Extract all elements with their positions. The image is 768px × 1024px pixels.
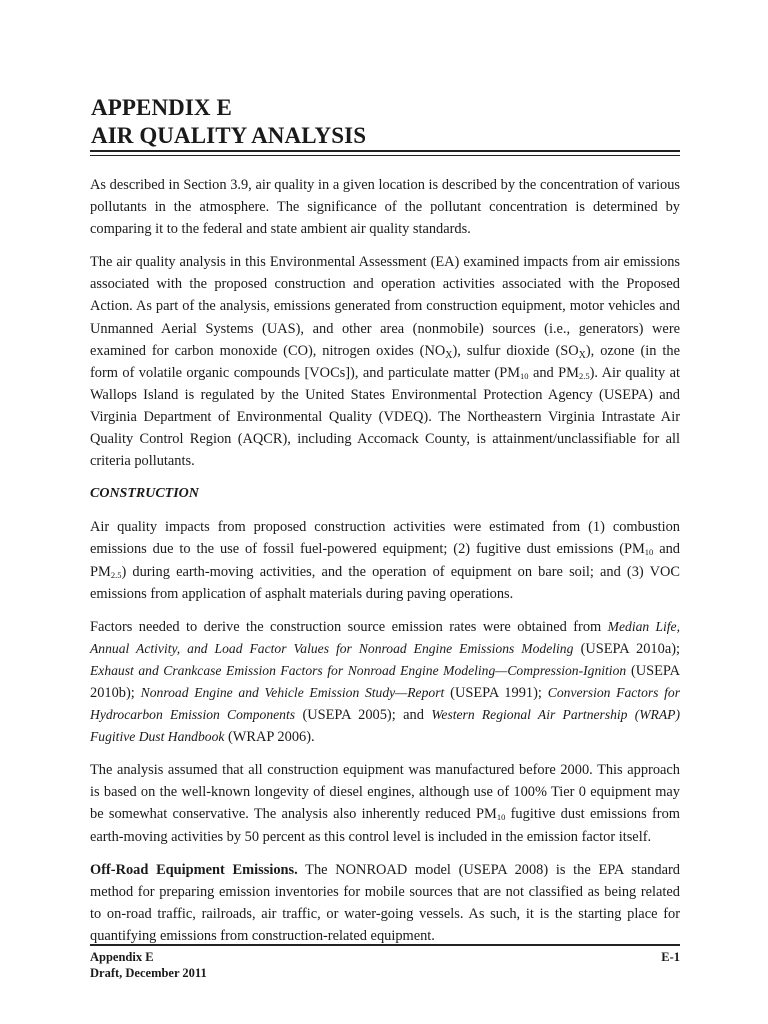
subscript: 2.5 bbox=[578, 370, 590, 381]
appendix-heading bbox=[91, 94, 366, 150]
page-footer bbox=[90, 944, 680, 981]
paragraph-construction-impacts: Air quality impacts from proposed construction activities were estimated from (1) combustion emissions due to the use of fossil fuel-powered equipment; (2) fugitive dust emissions ($PM_{10}$ and $PM_{2.5}$) during earth-moving activities, and the operation of equipment on bare soil; and (3) VOC emissions from application of asphalt materials during paving operations. bbox=[90, 519, 680, 602]
appendix-label: APPENDIX E bbox=[91, 95, 232, 120]
body-text bbox=[90, 174, 680, 958]
page-number: E-1 bbox=[661, 950, 680, 964]
section-heading-construction: CONSTRUCTION bbox=[90, 486, 199, 502]
subscript: 10 bbox=[644, 547, 654, 558]
footer-document-label: Appendix E bbox=[90, 950, 154, 964]
header-rule-thin bbox=[90, 155, 680, 156]
citation-title: Median Life, Annual Activity, and Load Factor Values for Nonroad Engine Emissions Modeling bbox=[90, 618, 680, 656]
page-title: AIR QUALITY ANALYSIS bbox=[91, 123, 367, 148]
subscript: X bbox=[578, 349, 586, 361]
citation-title: Conversion Factors for Hydrocarbon Emission Components bbox=[90, 684, 680, 723]
citation-title: Exhaust and Crankcase Emission Factors for Nonroad Engine Modeling—Compression-Ignition bbox=[90, 662, 627, 678]
header-rule-thick bbox=[90, 150, 680, 152]
footer-left bbox=[90, 949, 680, 981]
subscript: 2.5 bbox=[110, 569, 122, 580]
paragraph-intro: As described in Section 3.9, air quality in a given location is described by the concentration of various pollutants in the atmosphere. The significance of the pollutant concentration is determined by comparing it to the federal and state ambient air quality standards. bbox=[90, 177, 680, 238]
paragraph-emission-factors: Factors needed to derive the construction source emission rates were obtained from Median Life, Annual Activity, and Load Factor Values for Nonroad Engine Emissions Modeling (USEPA 2010a); Exhaust and Crankcase Emission Factors for Nonroad Engine Modeling—Compression-Ignition (USEPA 2010b); Nonroad Engine and Vehicle Emission Study—Report (USEPA 1991); Conversion Factors for Hydrocarbon Emission Components (USEPA 2005); and Western Regional Air Partnership (WRAP) Fugitive Dust Handbook (WRAP 2006). bbox=[90, 618, 681, 746]
citation-title: Western Regional Air Partnership (WRAP) Fugitive Dust Handbook bbox=[90, 707, 680, 745]
paragraph-air-quality-analysis: The air quality analysis in this Environmental Assessment (EA) examined impacts from air emissions associated with the proposed construction and operation activities associated with the Proposed Action. As part of the analysis, emissions generated from construction equipment, motor vehicles and Unmanned Aerial Systems (UAS), and other area (nonmobile) sources (i.e., generators) were examined for carbon monoxide (CO), nitrogen oxides $(NO_X)$, sulfur dioxide $(SO_X)$, ozone (in the form of volatile organic compounds [VOCs]), and particulate matter ($PM_{10}$ and $PM_{2.5}$). Air quality at Wallops Island is regulated by the United States Environmental Protection Agency (USEPA) and Virginia Department of Environmental Quality (VDEQ). The Northeastern Virginia Intrastate Air Quality Control Region (AQCR), including Accomack County, is attainment/unclassifiable for all criteria pollutants. bbox=[90, 254, 681, 470]
run-in-heading: Off-Road Equipment Emissions. bbox=[90, 861, 298, 878]
subscript: 10 bbox=[496, 812, 506, 823]
subscript: 10 bbox=[520, 370, 529, 381]
citation-title: Nonroad Engine and Vehicle Emission Study—Report bbox=[140, 684, 445, 700]
paragraph-analysis-assumptions: The analysis assumed that all construction equipment was manufactured before 2000. This approach is based on the well-known longevity of diesel engines, although use of 100% Tier 0 equipment may be somewhat conservative. The analysis also inherently reduced $PM_{10}$ fugitive dust emissions from earth-moving activities by 50 percent as this control level is included in the emission factor itself. bbox=[90, 762, 680, 845]
footer-draft-date: Draft, December 2011 bbox=[90, 966, 207, 980]
subscript: X bbox=[445, 349, 453, 361]
paragraph-offroad-emissions: Off-Road Equipment Emissions. The NONROAD model (USEPA 2008) is the EPA standard method for preparing emission inventories for mobile sources that are not classified as being related to on-road traffic, railroads, air traffic, or water-going vessels. As such, it is the starting place for quantifying emissions from construction-related equipment. bbox=[90, 861, 680, 944]
